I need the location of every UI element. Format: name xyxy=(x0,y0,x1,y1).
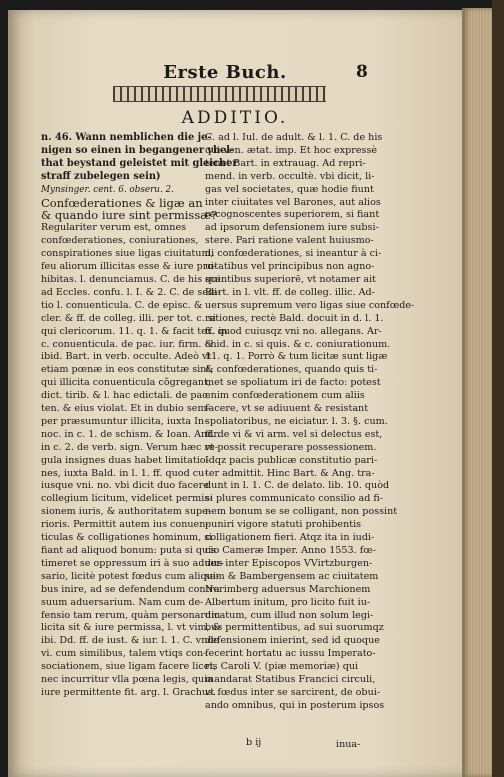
text-line: dicatum, cum illud non solum legi- xyxy=(205,609,374,621)
text-line: noc. in c. 1. de schism. & Ioan. Andr. xyxy=(41,428,220,440)
catchword: inua- xyxy=(336,739,361,750)
text-line: qui illicita conuenticula cõgregant, xyxy=(41,377,211,389)
text-line: mandarat Statibus Francici circuli, xyxy=(205,674,376,686)
text-line: c. conuenticula. de pac. iur. firm. & xyxy=(41,338,213,350)
text-line: fecerint hortatu ac iussu Imperato- xyxy=(205,648,376,660)
text-line: dict. tirib. & l. hac edictali. de pac. xyxy=(41,390,211,402)
text-line: uitatibus vel principibus non agno- xyxy=(205,261,375,273)
text-line: gula insignes duas habet limitatio- xyxy=(41,454,209,466)
text-line: ad ipsorum defensionem iure subsi- xyxy=(205,222,379,234)
text-line: ibid. Bart. in verb. occulte. Adeò vt xyxy=(41,351,212,363)
text-line: ten. & eius violat. Et in dubio sem- xyxy=(41,403,210,415)
text-line: gas vel societates, quæ hodie fiunt xyxy=(205,183,374,195)
text-line: ticulas & colligationes hominum, si xyxy=(41,532,213,544)
signature-mark: b ij xyxy=(246,737,262,748)
text-line: di confœderationes, si ineantur à ci- xyxy=(205,248,382,260)
text-line: Confœderationes & ligæ an xyxy=(41,195,203,210)
text-line: Norimberg aduersus Marchionem xyxy=(205,583,371,595)
running-title: Erste Buch. xyxy=(163,62,287,83)
text-line: n. 46. Wann nemblichen die je- xyxy=(41,132,212,143)
text-line: inter ciuitates vel Barones, aut alios xyxy=(205,196,381,208)
ornamental-band xyxy=(113,86,326,102)
text-line: fiant ad aliquod bonum: puta si quis xyxy=(41,545,217,556)
text-line: that beystand geleistet mit gleicher xyxy=(41,157,238,169)
text-line: bus permittentibus, ad sui suorumqz xyxy=(205,622,384,634)
text-line: rioris. Permittit autem ius conuen- xyxy=(41,519,209,531)
left-text-column xyxy=(41,132,238,700)
text-line: cler. & ff. de colleg. illi. per tot. c. si xyxy=(41,312,216,324)
text-line: chid. in c. si quis. & c. coniurationum. xyxy=(205,338,391,350)
text-line: scentibus superiorē, vt notamer ait xyxy=(205,273,376,285)
text-line: bus inire, ad se defendendum contra xyxy=(41,583,220,595)
text-line: per præsumuntur illicita, iuxta In- xyxy=(41,415,208,427)
text-line: ter admittit. Hinc Bart. & Ang. tra- xyxy=(205,467,375,479)
text-line: stere. Pari ratione valent huiusmo- xyxy=(205,235,374,247)
text-line: hibitas. l. denunciamus. C. de his qui xyxy=(41,273,221,285)
text-line: sionem iuris, & authoritatem supe- xyxy=(41,506,212,518)
text-line: Bart. in l. vlt. ff. de colleg. illic. Ad- xyxy=(205,286,375,298)
text-line: ibi. Dd. ff. de iust. & iur. l. 1. C. vnde xyxy=(41,635,220,647)
text-line: sario, licitè potest fœdus cum aliqui- xyxy=(41,570,220,582)
text-line: sociationem, siue ligam facere licet, xyxy=(41,661,217,673)
text-line: iure permittente fit. arg. l. Grachus. xyxy=(41,686,217,698)
text-line: enim confœderationem cum aliis xyxy=(205,390,365,402)
text-line: collegium licitum, videlicet permis- xyxy=(41,493,213,505)
text-line: defensionem inierint, sed id quoque xyxy=(205,635,380,647)
text-line: Mynsinger. cent. 6. obseru. 2. xyxy=(41,184,174,195)
text-line: etiam pœnæ in eos constitutæ sint, xyxy=(41,364,214,376)
text-line: iusque vni. no. vbi dicit duo facere xyxy=(41,480,209,492)
text-line: ff. de vi & vi arm. vel si delectus est, xyxy=(205,428,383,440)
text-line: met se spoliatum iri de facto: potest xyxy=(205,377,381,389)
text-line: uersus supremum vero ligas siue confœde- xyxy=(205,299,415,311)
text-line: fensio tam rerum, quàm personarum xyxy=(41,609,221,621)
text-line: dunt in l. 1. C. de delato. lib. 10. quòd xyxy=(205,480,390,492)
text-line: vi. cum similibus, talem vtiqs con- xyxy=(41,648,207,660)
text-line: timeret se oppressum iri à suo aduer- xyxy=(41,557,225,569)
text-line: Regulariter verum est, omnes xyxy=(41,222,187,234)
text-line: spoliatoribus, ne eiciatur. l. 3. §. cum. xyxy=(205,415,388,427)
text-line: nem bonum se se colligant, non possint xyxy=(205,506,398,518)
text-line: ris Caroli V. (piæ memoriæ) qui xyxy=(205,661,359,673)
text-line: tenet Bart. in extrauag. Ad repri- xyxy=(205,157,366,169)
text-line: & confœderationes, quando quis ti- xyxy=(205,364,378,376)
text-line: rationes, rectè Bald. docuit in d. l. 1. xyxy=(205,312,384,324)
text-line: facere, vt se adiuuent & resistant xyxy=(205,403,369,415)
text-line: si plures communicato consilio ad fi- xyxy=(205,493,384,505)
text-line: qui clericorum. 11. q. 1. & facit tex. in xyxy=(41,325,228,337)
text-line: Idqz pacis publicæ constitutio pari- xyxy=(205,454,378,466)
text-line: ff. quod cuiusqz vni no. allegans. Ar- xyxy=(205,325,382,337)
text-line: C. ad l. Iul. de adult. & l. 1. C. de his xyxy=(205,132,383,143)
text-line: vt fœdus inter se sarcirent, de obui- xyxy=(205,686,381,698)
text-line: sem & Bambergensem ac ciuitatem xyxy=(205,570,379,582)
binding-shadow xyxy=(492,0,504,777)
text-line: straff zubelegen sein) xyxy=(41,170,161,182)
text-line: tio l. conuenticula. C. de episc. & xyxy=(41,299,203,311)
text-line: confœderationes, coniurationes, xyxy=(41,235,199,247)
text-line: dus inter Episcopos VVirtzburgen- xyxy=(205,557,373,569)
text-line: in c. 2. de verb. sign. Verum hæc re- xyxy=(41,441,218,453)
text-line: colligationem fieri. Atqz ita in iudi- xyxy=(205,532,375,544)
section-heading: ADDITIO. xyxy=(181,108,289,128)
text-line: nes, iuxta Bald. in l. 1. ff. quod cu- xyxy=(41,467,208,479)
text-line: ando omnibus, qui in posterum ipsos xyxy=(205,699,385,711)
text-line: cio Cameræ Imper. Anno 1553. fœ- xyxy=(205,545,376,556)
text-line: nigen so einen in begangener vbel- xyxy=(41,144,235,156)
text-line: & quando iure sint permissæ? xyxy=(41,208,218,223)
text-line: Albertum initum, pro licito fuit iu- xyxy=(205,596,371,608)
text-line: ad Eccles. confu. l. I. & 2. C. de sedi- xyxy=(41,286,221,298)
text-line: suum aduersarium. Nam cum de- xyxy=(41,596,204,608)
text-line: qui ven. ætat. imp. Et hoc expressè xyxy=(205,144,378,156)
text-line: nec incurritur vlla pœna legis, quia xyxy=(41,674,213,686)
right-text-column xyxy=(205,132,415,713)
text-line: conspirationes siue ligas ciuitatum, xyxy=(41,248,214,260)
text-line: 11. q. 1. Porrò & tum licitæ sunt ligæ xyxy=(205,351,388,363)
text-line: feu aliorum illicitas esse & iure pro- xyxy=(41,261,217,273)
text-line: puniri vigore statuti prohibentis xyxy=(205,519,362,531)
text-line: mend. in verb. occultè. vbi dicit, li- xyxy=(205,170,375,182)
text-line: licita sit & iure permissa, l. vt vim, & xyxy=(41,622,222,634)
text-line: recognoscentes superiorem, si fiant xyxy=(205,209,380,221)
page-number: 8 xyxy=(356,62,368,82)
text-line: vt possit recuperare possessionem. xyxy=(205,441,377,453)
